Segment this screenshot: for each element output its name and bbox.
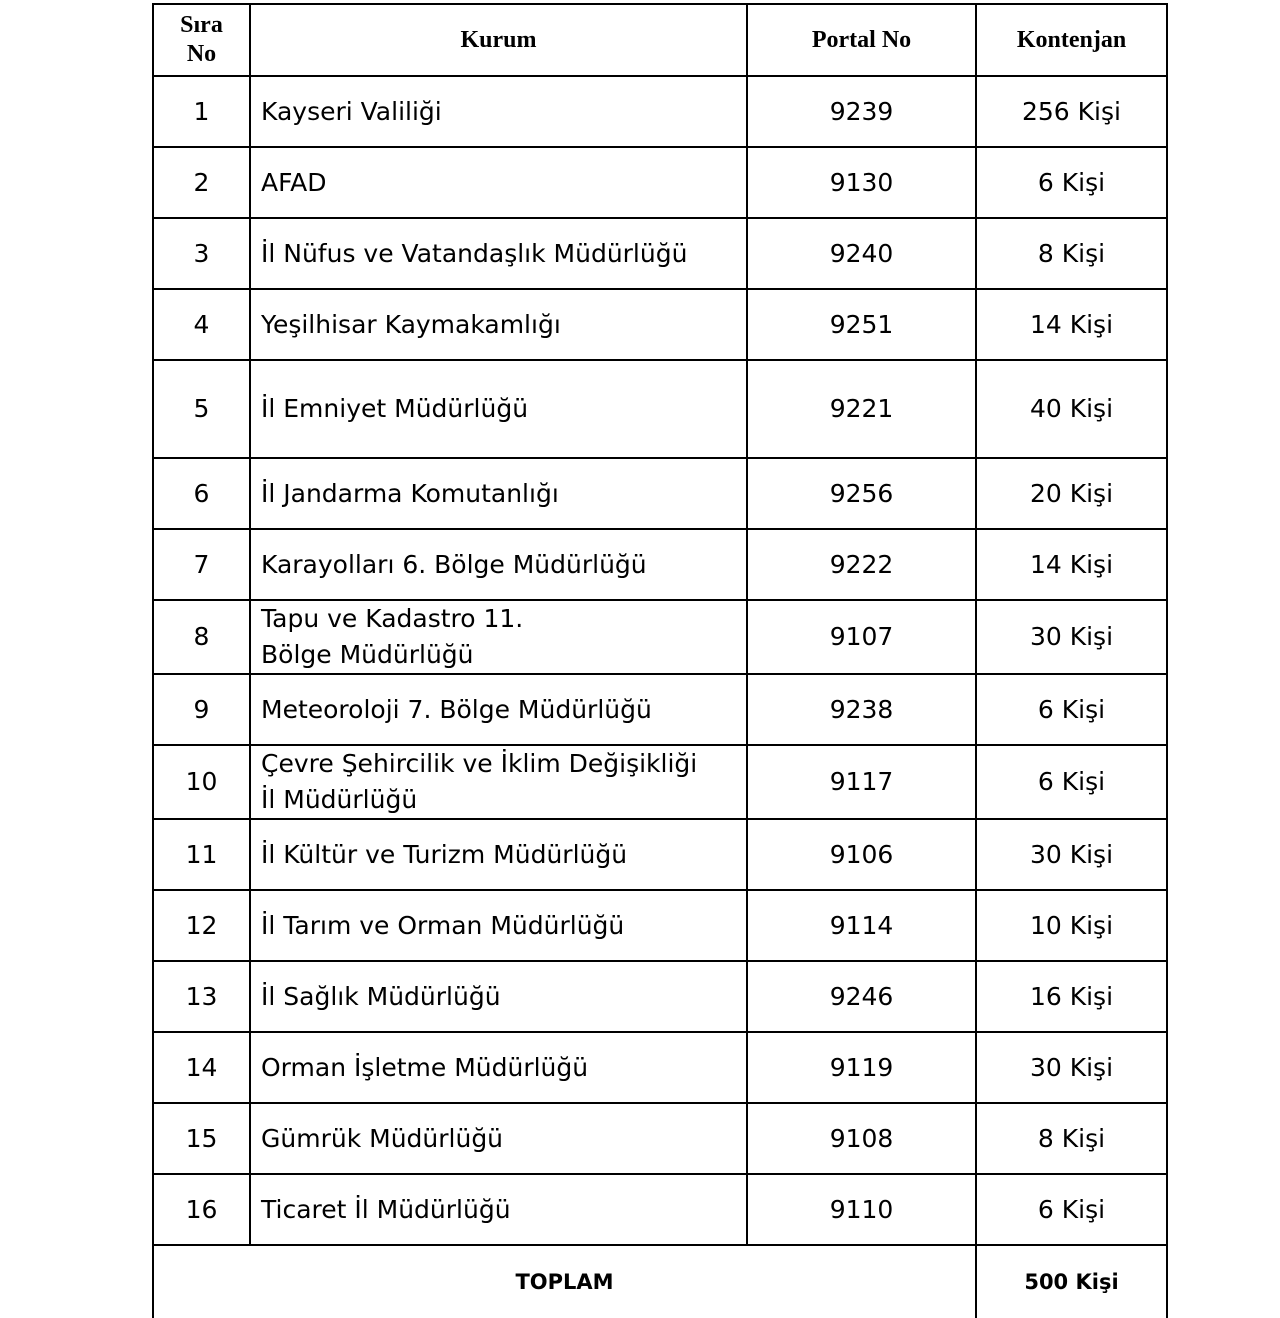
table-row: [153, 360, 1167, 458]
row-quota: 256 Kişi: [976, 76, 1167, 147]
row-portal-no: 9238: [747, 674, 976, 745]
row-institution: İl Nüfus ve Vatandaşlık Müdürlüğü: [250, 218, 747, 289]
row-institution: Karayolları 6. Bölge Müdürlüğü: [250, 529, 747, 600]
row-quota: 6 Kişi: [976, 147, 1167, 218]
table-row: [153, 890, 1167, 961]
row-quota: 14 Kişi: [976, 529, 1167, 600]
row-institution: Kayseri Valiliği: [250, 76, 747, 147]
table-row: [153, 218, 1167, 289]
row-portal-no: 9256: [747, 458, 976, 529]
header-kurum: Kurum: [250, 4, 747, 76]
row-number: 13: [153, 961, 250, 1032]
row-portal-no: 9240: [747, 218, 976, 289]
table-row: [153, 458, 1167, 529]
row-portal-no: 9119: [747, 1032, 976, 1103]
row-portal-no: 9222: [747, 529, 976, 600]
table-row: [153, 1103, 1167, 1174]
row-number: 10: [153, 745, 250, 819]
header-portal-no: Portal No: [747, 4, 976, 76]
row-institution: Meteoroloji 7. Bölge Müdürlüğü: [250, 674, 747, 745]
row-number: 15: [153, 1103, 250, 1174]
row-portal-no: 9107: [747, 600, 976, 674]
row-portal-no: 9106: [747, 819, 976, 890]
total-row: [153, 1245, 1167, 1318]
table-row: [153, 745, 1167, 819]
header-sira-no: Sıra No: [153, 4, 250, 76]
row-institution: AFAD: [250, 147, 747, 218]
row-number: 8: [153, 600, 250, 674]
row-portal-no: 9221: [747, 360, 976, 458]
row-number: 6: [153, 458, 250, 529]
total-label-text: TOPLAM: [515, 1270, 614, 1294]
row-number: 11: [153, 819, 250, 890]
table-row: [153, 76, 1167, 147]
row-institution: İl Tarım ve Orman Müdürlüğü: [250, 890, 747, 961]
quota-table: [152, 3, 1168, 1318]
row-institution: Çevre Şehircilik ve İklim Değişikliği İl Müdürlüğü: [250, 745, 747, 819]
table-row: [153, 289, 1167, 360]
row-institution: İl Kültür ve Turizm Müdürlüğü: [250, 819, 747, 890]
row-quota: 40 Kişi: [976, 360, 1167, 458]
table-row: [153, 819, 1167, 890]
row-institution: İl Emniyet Müdürlüğü: [250, 360, 747, 458]
row-number: 12: [153, 890, 250, 961]
table-row: [153, 600, 1167, 674]
row-institution: Yeşilhisar Kaymakamlığı: [250, 289, 747, 360]
row-portal-no: 9246: [747, 961, 976, 1032]
row-quota: 6 Kişi: [976, 674, 1167, 745]
table-row: [153, 529, 1167, 600]
row-portal-no: 9114: [747, 890, 976, 961]
row-quota: 16 Kişi: [976, 961, 1167, 1032]
total-value-text: 500 Kişi: [1024, 1270, 1119, 1294]
row-number: 9: [153, 674, 250, 745]
row-institution: Ticaret İl Müdürlüğü: [250, 1174, 747, 1245]
header-kontenjan: Kontenjan: [976, 4, 1167, 76]
total-label: [153, 1245, 976, 1318]
row-number: 4: [153, 289, 250, 360]
row-quota: 8 Kişi: [976, 1103, 1167, 1174]
row-institution: İl Jandarma Komutanlığı: [250, 458, 747, 529]
row-quota: 10 Kişi: [976, 890, 1167, 961]
row-number: 1: [153, 76, 250, 147]
row-number: 7: [153, 529, 250, 600]
row-portal-no: 9110: [747, 1174, 976, 1245]
row-portal-no: 9239: [747, 76, 976, 147]
row-number: 5: [153, 360, 250, 458]
row-quota: 14 Kişi: [976, 289, 1167, 360]
row-institution: Gümrük Müdürlüğü: [250, 1103, 747, 1174]
row-quota: 30 Kişi: [976, 600, 1167, 674]
row-quota: 6 Kişi: [976, 1174, 1167, 1245]
row-institution: Orman İşletme Müdürlüğü: [250, 1032, 747, 1103]
row-quota: 30 Kişi: [976, 1032, 1167, 1103]
row-number: 2: [153, 147, 250, 218]
row-number: 14: [153, 1032, 250, 1103]
row-portal-no: 9108: [747, 1103, 976, 1174]
row-portal-no: 9130: [747, 147, 976, 218]
table-row: [153, 674, 1167, 745]
row-number: 3: [153, 218, 250, 289]
total-value: [976, 1245, 1167, 1318]
row-quota: 20 Kişi: [976, 458, 1167, 529]
row-quota: 30 Kişi: [976, 819, 1167, 890]
table-row: [153, 1032, 1167, 1103]
row-portal-no: 9117: [747, 745, 976, 819]
table-row: [153, 1174, 1167, 1245]
row-institution: Tapu ve Kadastro 11. Bölge Müdürlüğü: [250, 600, 747, 674]
row-portal-no: 9251: [747, 289, 976, 360]
row-quota: 6 Kişi: [976, 745, 1167, 819]
row-quota: 8 Kişi: [976, 218, 1167, 289]
table-row: [153, 147, 1167, 218]
table-header-row: [153, 4, 1167, 76]
row-institution: İl Sağlık Müdürlüğü: [250, 961, 747, 1032]
table-row: [153, 961, 1167, 1032]
row-number: 16: [153, 1174, 250, 1245]
